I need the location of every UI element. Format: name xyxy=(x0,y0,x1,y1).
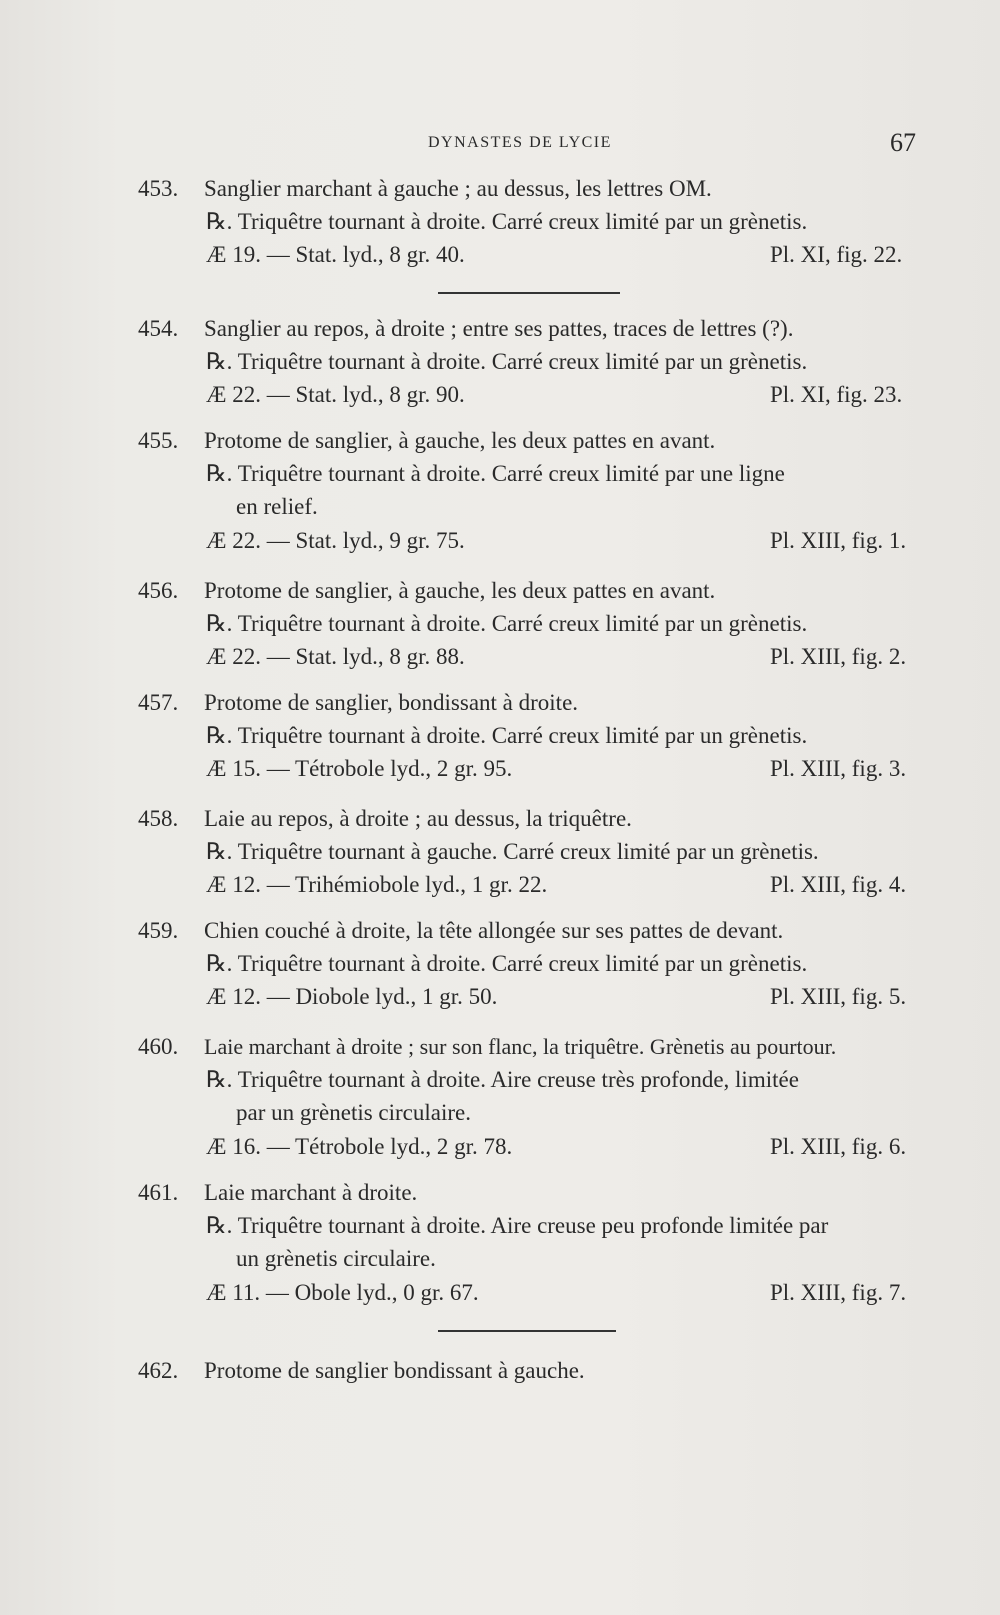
reverse-description: ℞. Triquêtre tournant à droite. Aire creuse peu profonde limitée par xyxy=(206,1213,829,1238)
plate-reference: Pl. XIII, fig. 4. xyxy=(770,872,907,897)
reverse-description-continued: par un grènetis circulaire. xyxy=(236,1100,471,1125)
page-number: 67 xyxy=(890,128,916,157)
page-header xyxy=(0,128,1000,168)
obverse-description: Protome de sanglier, à gauche, les deux pattes en avant. xyxy=(204,428,716,453)
reverse-description: ℞. Triquêtre tournant à droite. Carré creux limité par un grènetis. xyxy=(206,611,808,636)
plate-reference: Pl. XI, fig. 22. xyxy=(770,242,903,267)
metal-weight: Æ 22. — Stat. lyd., 9 gr. 75. xyxy=(206,528,465,553)
metal-weight: Æ 16. — Tétrobole lyd., 2 gr. 78. xyxy=(206,1134,513,1159)
plate-reference: Pl. XIII, fig. 2. xyxy=(770,644,907,669)
entry-number: 455. xyxy=(138,428,179,453)
obverse-description: Sanglier marchant à gauche ; au dessus, les lettres OM. xyxy=(204,176,712,201)
obverse-description: Sanglier au repos, à droite ; entre ses pattes, traces de lettres (?). xyxy=(204,316,794,341)
obverse-description: Chien couché à droite, la tête allongée sur ses pattes de devant. xyxy=(204,918,784,943)
entry-number: 454. xyxy=(138,316,179,341)
section-divider xyxy=(438,292,620,294)
entry-number: 457. xyxy=(138,690,179,715)
reverse-description: ℞. Triquêtre tournant à droite. Carré creux limité par un grènetis. xyxy=(206,723,808,748)
reverse-description: ℞. Triquêtre tournant à droite. Carré creux limité par un grènetis. xyxy=(206,349,808,374)
section-divider xyxy=(438,1330,616,1332)
reverse-description: ℞. Triquêtre tournant à droite. Aire creuse très profonde, limitée xyxy=(206,1067,799,1092)
metal-weight: Æ 15. — Tétrobole lyd., 2 gr. 95. xyxy=(206,756,513,781)
reverse-description: ℞. Triquêtre tournant à droite. Carré creux limité par une ligne xyxy=(206,461,785,486)
metal-weight: Æ 11. — Obole lyd., 0 gr. 67. xyxy=(206,1280,479,1305)
metal-weight: Æ 22. — Stat. lyd., 8 gr. 90. xyxy=(206,382,465,407)
metal-weight: Æ 19. — Stat. lyd., 8 gr. 40. xyxy=(206,242,465,267)
entry-number: 456. xyxy=(138,578,179,603)
obverse-description: Protome de sanglier, à gauche, les deux pattes en avant. xyxy=(204,578,716,603)
obverse-description: Laie marchant à droite. xyxy=(204,1180,418,1205)
reverse-description: ℞. Triquêtre tournant à gauche. Carré creux limité par un grènetis. xyxy=(206,839,819,864)
reverse-description: ℞. Triquêtre tournant à droite. Carré creux limité par un grènetis. xyxy=(206,951,808,976)
obverse-description: Protome de sanglier bondissant à gauche. xyxy=(204,1358,585,1383)
obverse-description: Laie marchant à droite ; sur son flanc, la triquêtre. Grènetis au pourtour. xyxy=(204,1034,837,1059)
running-title: DYNASTES DE LYCIE xyxy=(428,134,612,151)
metal-weight: Æ 12. — Diobole lyd., 1 gr. 50. xyxy=(206,984,498,1009)
metal-weight: Æ 12. — Trihémiobole lyd., 1 gr. 22. xyxy=(206,872,548,897)
obverse-description: Laie au repos, à droite ; au dessus, la triquêtre. xyxy=(204,806,632,831)
plate-reference: Pl. XIII, fig. 1. xyxy=(770,528,907,553)
plate-reference: Pl. XI, fig. 23. xyxy=(770,382,903,407)
entry-number: 459. xyxy=(138,918,179,943)
entry-number: 461. xyxy=(138,1180,179,1205)
entry-number: 458. xyxy=(138,806,179,831)
reverse-description-continued: un grènetis circulaire. xyxy=(236,1246,436,1271)
plate-reference: Pl. XIII, fig. 6. xyxy=(770,1134,907,1159)
metal-weight: Æ 22. — Stat. lyd., 8 gr. 88. xyxy=(206,644,465,669)
entry-number: 460. xyxy=(138,1034,179,1059)
plate-reference: Pl. XIII, fig. 5. xyxy=(770,984,907,1009)
plate-reference: Pl. XIII, fig. 7. xyxy=(770,1280,907,1305)
reverse-description: ℞. Triquêtre tournant à droite. Carré creux limité par un grènetis. xyxy=(206,209,808,234)
plate-reference: Pl. XIII, fig. 3. xyxy=(770,756,907,781)
entry-number: 453. xyxy=(138,176,179,201)
obverse-description: Protome de sanglier, bondissant à droite. xyxy=(204,690,579,715)
reverse-description-continued: en relief. xyxy=(236,494,318,519)
entry-number: 462. xyxy=(138,1358,179,1383)
